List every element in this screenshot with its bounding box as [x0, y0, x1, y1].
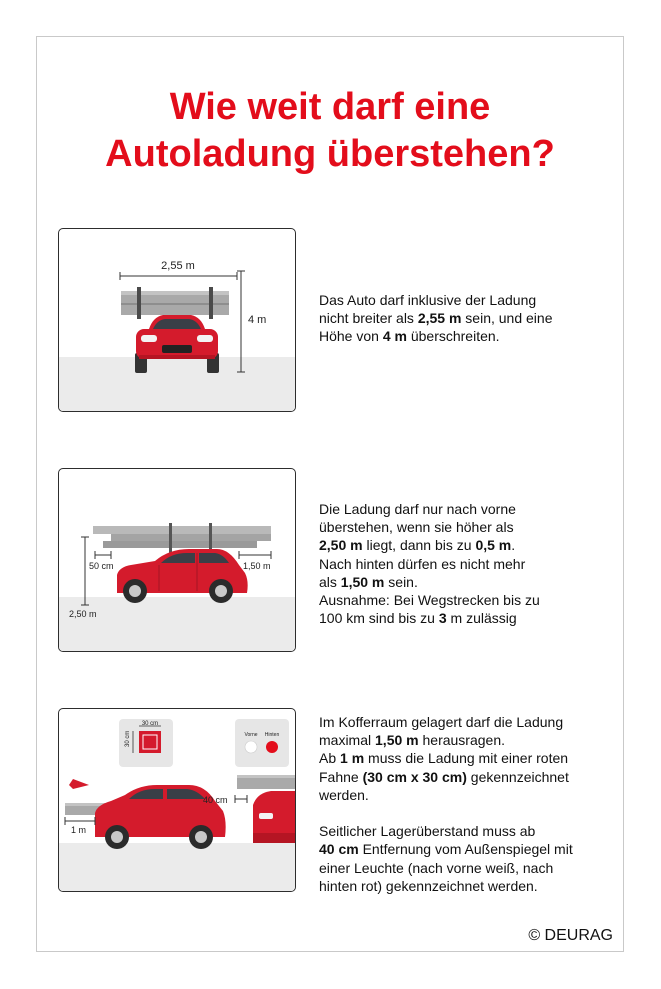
side-car-roof-load-diagram [59, 469, 295, 651]
white-lamp-icon [245, 741, 257, 753]
text-line: überstehen, wenn sie höher als [319, 519, 514, 536]
section-2-text [319, 500, 599, 627]
trunk-load-diagram [59, 709, 295, 891]
copyright-notice: © DEURAG [528, 927, 613, 944]
text-spacer [319, 804, 599, 822]
ground [59, 843, 295, 891]
front-car-diagram [59, 229, 295, 411]
height-label: 4 m [248, 314, 267, 326]
red-flag-icon [139, 731, 161, 753]
rear-overhang-label: 1 m [71, 825, 87, 835]
car-front-side-cargo [237, 775, 295, 843]
text-line: Ausnahme: Bei Wegstrecken bis zu [319, 592, 540, 609]
text-line: 40 cm Entfernung vom Außenspiegel mit [319, 841, 573, 858]
diagram-panel-width-height [58, 228, 296, 412]
width-label: 2,55 m [161, 260, 195, 272]
flag-height-label: 30 cm [125, 730, 131, 747]
mirror-distance-label: 40 cm [203, 795, 228, 805]
red-lamp-icon [266, 741, 278, 753]
text-line: Die Ladung darf nur nach vorne [319, 501, 516, 517]
text-line: maximal 1,50 m herausragen. [319, 732, 506, 749]
text-line: nicht breiter als 2,55 m sein, und eine [319, 310, 553, 327]
height-label: 2,50 m [69, 609, 97, 619]
diagram-panel-trunk-load [58, 708, 296, 892]
car-side [117, 549, 248, 603]
lamp-rear-label: Hinten [264, 732, 280, 738]
page-title [36, 84, 624, 178]
section-1-text [319, 291, 599, 346]
diagram-panel-overhang [58, 468, 296, 652]
text-line: einer Leuchte (nach vorne weiß, nach [319, 859, 554, 876]
ground [59, 597, 295, 651]
front-overhang-label: 50 cm [89, 561, 114, 571]
lamp-info-box [235, 719, 289, 767]
section-3-text [319, 713, 599, 895]
flag-info-box [119, 719, 173, 767]
text-line: 2,50 m liegt, dann bis zu 0,5 m. [319, 537, 516, 554]
ground [59, 357, 295, 411]
flag-width-label: 30 cm [141, 721, 159, 727]
title-line-1: Wie weit darf eine [169, 86, 491, 128]
rear-overhang-label: 1,50 m [243, 561, 271, 571]
text-line: Nach hinten dürfen es nicht mehr [319, 555, 526, 572]
text-line: hinten rot) gekennzeichnet werden. [319, 877, 538, 894]
text-line: Seitlicher Lagerüberstand muss ab [319, 823, 536, 840]
text-line: 100 km sind bis zu 3 m zulässig [319, 610, 517, 627]
text-line: Ab 1 m muss die Ladung mit einer roten [319, 750, 569, 767]
text-line: Im Kofferraum gelagert darf die Ladung [319, 714, 564, 730]
text-line: als 1,50 m sein. [319, 573, 418, 590]
roof-cargo [93, 523, 271, 553]
open-tailgate [69, 779, 89, 789]
text-line: Höhe von 4 m überschreiten. [319, 328, 500, 345]
text-line: werden. [319, 786, 369, 803]
title-line-2: Autoladung überstehen? [105, 133, 555, 175]
lamp-front-label: Vorne [244, 732, 258, 738]
text-line: Das Auto darf inklusive der Ladung [319, 292, 537, 308]
text-line: Fahne (30 cm x 30 cm) gekennzeichnet [319, 768, 569, 785]
